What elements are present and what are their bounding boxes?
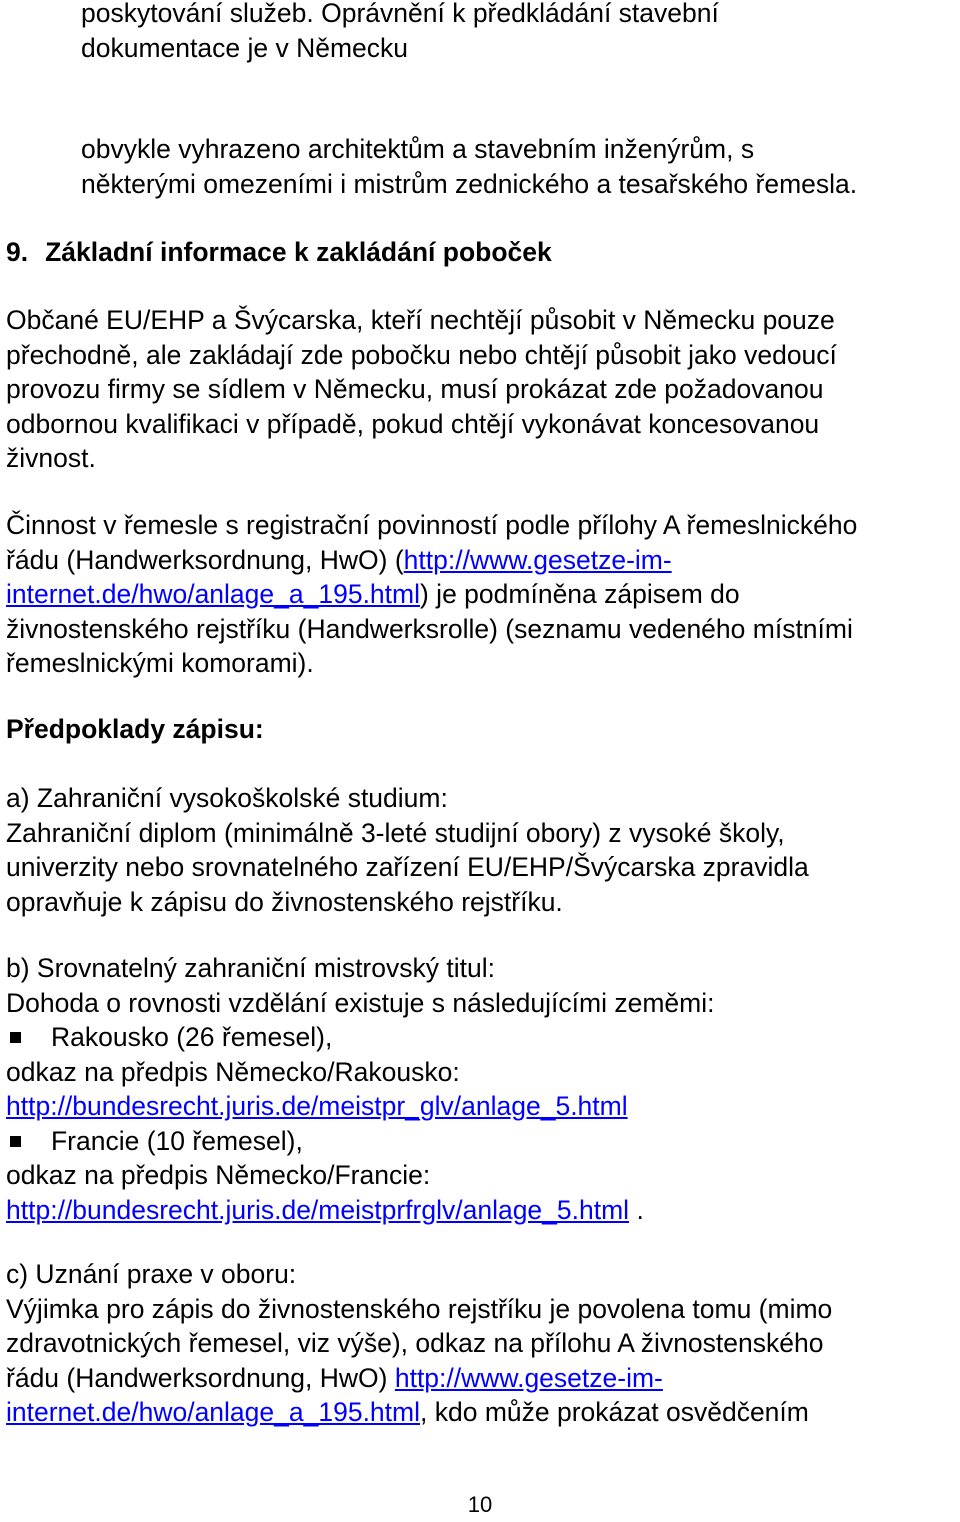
text-line: řemeslnickými komorami).	[6, 648, 314, 678]
text-fragment: .	[629, 1194, 644, 1225]
list-item-label: Francie (10 řemesel),	[51, 1125, 303, 1156]
text-line: živnost.	[6, 443, 96, 473]
text-fragment: ) je podmíněna zápisem do	[420, 579, 740, 609]
france-regulation-link[interactable]: http://bundesrecht.juris.de/meistprfrglv/anlage_5.html	[6, 1194, 630, 1225]
hwo-link-part-2[interactable]: internet.de/hwo/anlage_a_195.html	[6, 1397, 420, 1427]
prerequisites-heading	[6, 712, 958, 747]
paragraph-branches	[6, 303, 958, 476]
text-line: některými omezeními i mistrům zednického a tesařského řemesla.	[81, 168, 858, 199]
section-a-title: a) Zahraniční vysokoškolské studium:	[6, 783, 448, 813]
hwo-link-part-1[interactable]: http://www.gesetze-im-	[394, 1362, 663, 1393]
text-line: přechodně, ale zakládají zde pobočku nebo chtějí působit jako vedoucí	[6, 339, 837, 370]
list-item-label: Rakousko (26 řemesel),	[51, 1022, 333, 1052]
section-heading	[6, 235, 958, 270]
hwo-link-part-1[interactable]: http://www.gesetze-im-	[403, 544, 672, 575]
text-line: odkaz na předpis Německo/Rakousko:	[6, 1056, 460, 1087]
text-line: odkaz na předpis Německo/Francie:	[6, 1160, 431, 1190]
text-line: provozu firmy se sídlem v Německu, musí prokázat zde požadovanou	[6, 374, 824, 404]
text-line: Občané EU/EHP a Švýcarska, kteří nechtějí působit v Německu pouze	[6, 305, 835, 335]
text-fragment: řádu (Handwerksordnung, HwO) (	[6, 544, 404, 575]
intro-paragraph-1	[6, 0, 958, 65]
text-line: živnostenského rejstříku (Handwerksrolle) (seznamu vedeného místními	[6, 613, 853, 644]
hwo-link-part-2[interactable]: internet.de/hwo/anlage_a_195.html	[6, 579, 420, 609]
text-line	[6, 543, 958, 578]
text-line: zdravotnických řemesel, viz výše), odkaz na přílohu A živnostenského	[6, 1328, 824, 1358]
text-line: poskytování služeb. Oprávnění k předkládání stavební	[81, 0, 719, 28]
text-line: odbornou kvalifikaci v případě, pokud chtějí vykonávat koncesovanou	[6, 408, 820, 439]
list-item	[6, 1020, 958, 1055]
text-line: Zahraniční diplom (minimálně 3-leté studijní obory) z vysoké školy,	[6, 817, 785, 848]
section-c-title: c) Uznání praxe v oboru:	[6, 1259, 297, 1289]
text-line: obvykle vyhrazeno architektům a stavebním inženýrům, s	[81, 134, 755, 164]
section-a	[6, 781, 958, 919]
paragraph-registration	[6, 508, 958, 681]
text-line	[6, 577, 958, 612]
square-bullet-icon	[10, 1136, 21, 1147]
intro-paragraph-2	[6, 132, 958, 201]
list-item	[6, 1124, 958, 1159]
square-bullet-icon	[10, 1032, 21, 1043]
text-line: Činnost v řemesle s registrační povinností podle přílohy A řemeslnického	[6, 510, 858, 540]
prerequisites-heading-text: Předpoklady zápisu:	[6, 714, 264, 744]
section-number: 9.	[6, 237, 29, 267]
text-fragment: , kdo může prokázat osvědčením	[420, 1397, 809, 1427]
section-b-title: b) Srovnatelný zahraniční mistrovský titul:	[6, 953, 495, 983]
text-line: Dohoda o rovnosti vzdělání existuje s následujícími zeměmi:	[6, 987, 715, 1018]
text-line	[6, 1361, 958, 1396]
section-c	[6, 1257, 958, 1430]
text-line: opravňuje k zápisu do živnostenského rejstříku.	[6, 886, 563, 917]
austria-regulation-link[interactable]: http://bundesrecht.juris.de/meistpr_glv/anlage_5.html	[6, 1091, 628, 1121]
text-line	[6, 1193, 958, 1228]
text-line: Výjimka pro zápis do živnostenského rejstříku je povolena tomu (mimo	[6, 1293, 833, 1324]
text-line	[6, 1089, 958, 1124]
section-heading-line	[6, 235, 958, 270]
section-title: Základní informace k zakládání poboček	[45, 237, 552, 267]
text-line: univerzity nebo srovnatelného zařízení EU/EHP/Švýcarska zpravidla	[6, 852, 809, 882]
page-number: 10	[467, 1492, 493, 1517]
text-line: dokumentace je v Německu	[81, 32, 408, 63]
section-b	[6, 951, 958, 1227]
text-fragment: řádu (Handwerksordnung, HwO)	[6, 1362, 395, 1393]
text-line	[6, 1395, 958, 1430]
